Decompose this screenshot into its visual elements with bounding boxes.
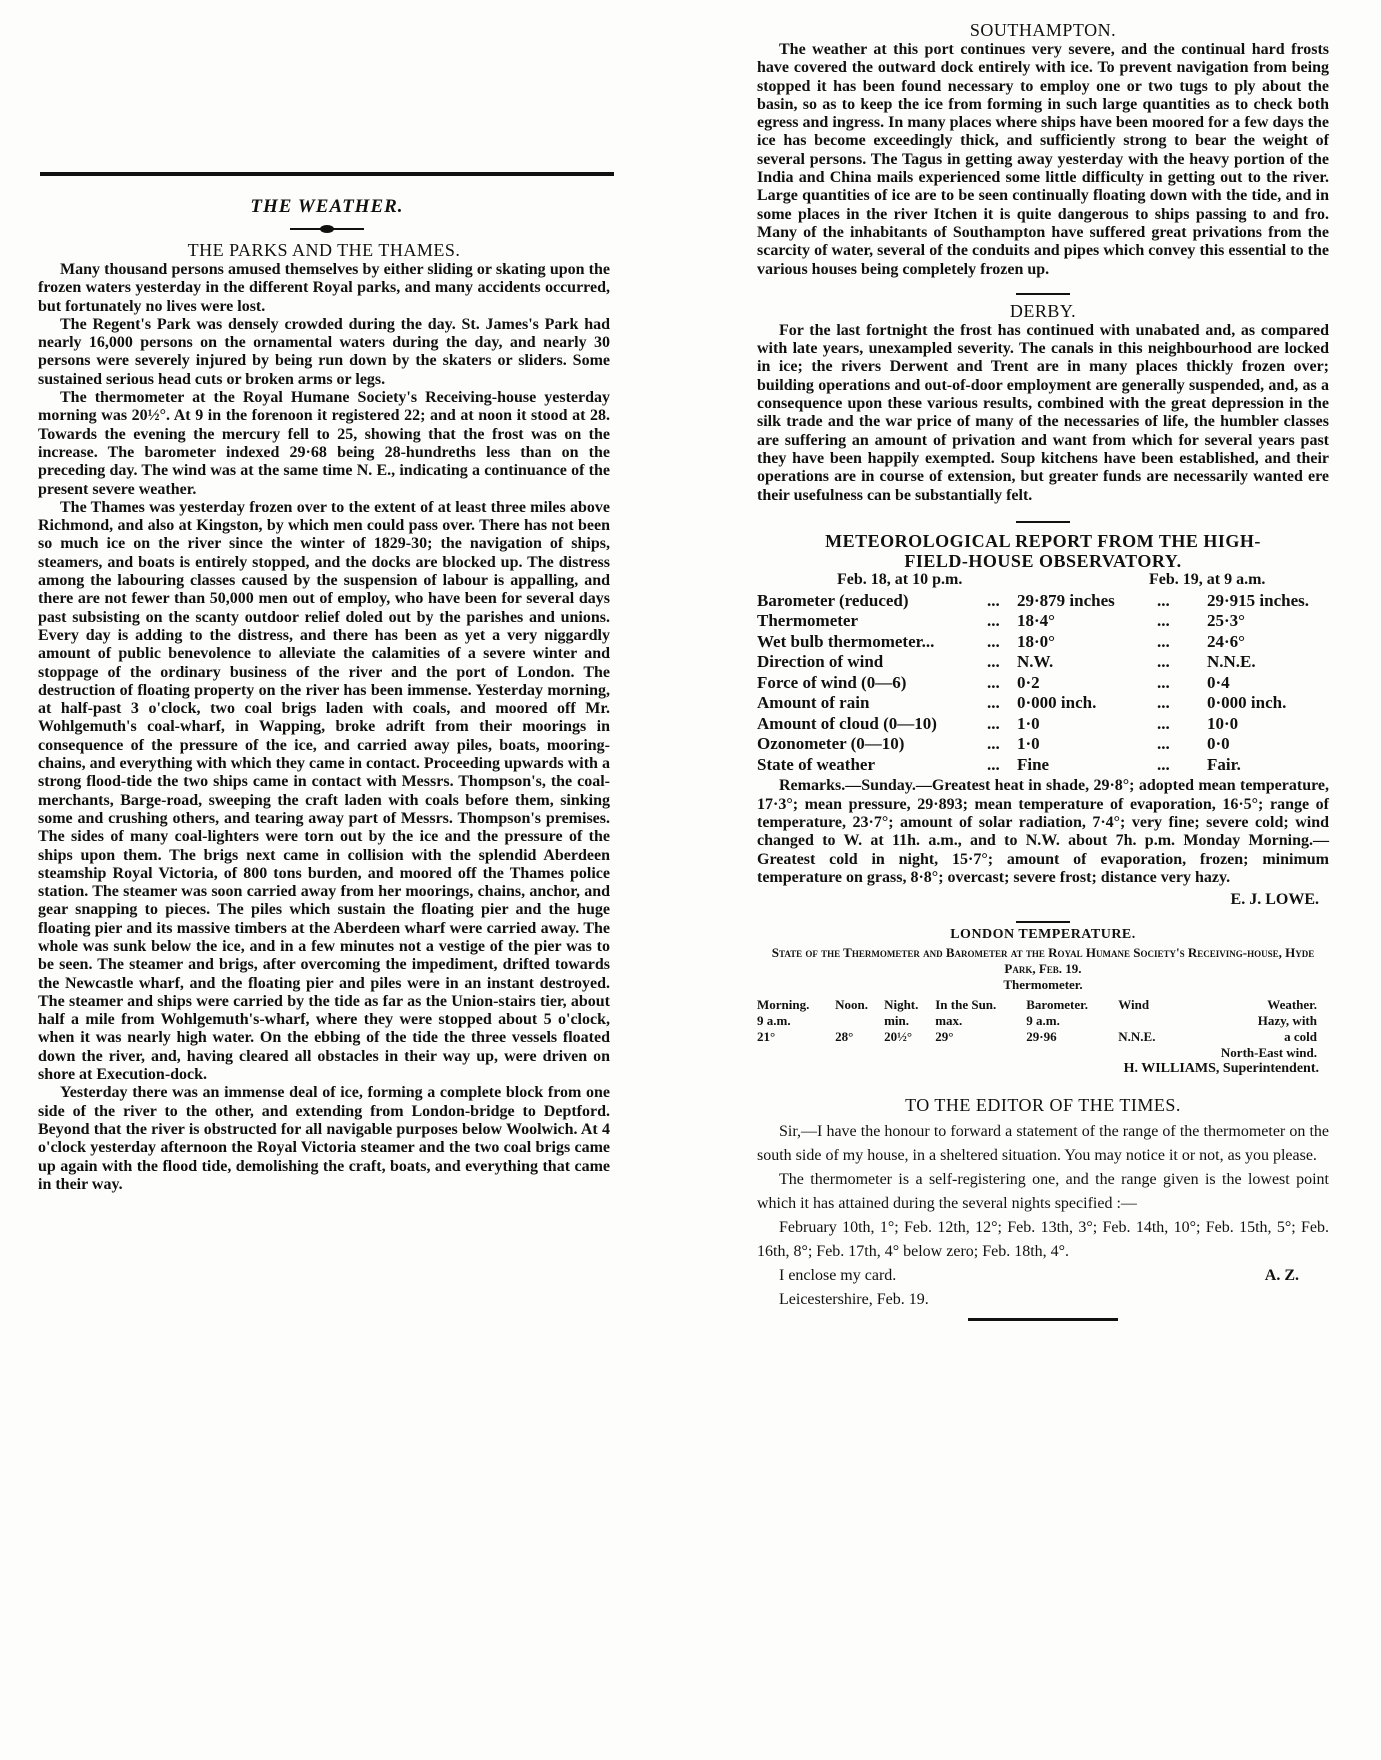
met-row (757, 673, 1317, 694)
lt-header: Noon. (835, 997, 868, 1013)
met-report-heading-line2: FIELD-HOUSE OBSERVATORY. (904, 550, 1182, 571)
lt-header: In the Sun. (935, 997, 997, 1013)
met-value-2: 24·6° (1207, 631, 1245, 651)
met-row (757, 632, 1317, 653)
london-temp-heading: LONDON TEMPERATURE. (950, 927, 1136, 943)
southampton-paragraph: The weather at this port continues very severe, and the continual hard frosts have covered the outward dock entirely with ice. To prevent navigation from being stopped it has been found necessary to employ one or two tugs to ply about the basin, so as to keep the ice from forming in such large quantities as to check both egress and ingress. In many places where ships have been moored for a few days the ice has become exceedingly thick, and sufficiently strong to bear the weight of several persons. The Tagus in getting away yesterday with the heavy portion of the India and China mails experienced some little difficulty in getting out to the river. Large quantities of ice are to be seen continually floating down with the tide, and in some places in the river Itchen it is quite dangerous to ships passing to and fro. Many of the inhabitants of Southampton have suffered great privations from the scarcity of water, several of the conduits and pipes which convey this essential to the various houses being completely frozen up. (757, 41, 1329, 278)
met-value-1: Fine (1017, 754, 1050, 774)
divider (1016, 293, 1070, 295)
lt-value: 28° (835, 1029, 854, 1045)
met-dots: ... (987, 652, 1000, 672)
letter-paragraph-1: Sir,—I have the honour to forward a statement of the range of the thermometer on the south side of my house, in a sheltered situation. You may notice it or not, as you please. (757, 1123, 1329, 1165)
met-dots: ... (987, 590, 1000, 610)
title-ornament (290, 226, 364, 232)
met-dots: ... (1157, 631, 1170, 651)
weather-extra: North-East wind. (1220, 1045, 1317, 1061)
london-temp-signature: H. WILLIAMS, Superintendent. (1123, 1061, 1319, 1077)
met-col-headers (757, 571, 1329, 591)
parks-paragraph-3: The thermometer at the Royal Humane Society's Receiving-house yesterday morning was 20½°. At 9 in the forenoon it registered 22; and at noon it stood at 28. Towards the evening the mercury fell to 25, showing that the frost was on the increase. The barometer indexed 29·68 being 28-hundreths less than on the preceding day. The wind was at the same time N. E., indicating a continuance of the present severe weather. (38, 389, 610, 498)
lt-value: 29·96 (1026, 1029, 1057, 1045)
derby-paragraph: For the last fortnight the frost has continued with unabated and, as compared with late years, unexampled severity. The canals in this neighbourhood are locked in ice; the rivers Derwent and Trent are in many places thickly frozen over; building operations and out-of-door employment are generally suspended, and, as a consequence upon these various results, combined with the great depression in the silk trade and the war price of many of the necessaries of life, the humbler classes are suffering an amount of privation and want from which for several years past they have been happily exempted. Soup kitchens have been established, and their operations are in course of extension, but greater funds are necessarily wanted ere their usefulness can be substantially felt. (757, 321, 1329, 504)
column-top-rule (40, 172, 614, 176)
southampton-heading: SOUTHAMPTON. (969, 20, 1117, 40)
lt-value: 29° (935, 1029, 954, 1045)
met-dots: ... (987, 754, 1000, 774)
lt-value: 20½° (884, 1029, 913, 1045)
right-column (757, 20, 1329, 1321)
met-value-1: 1·0 (1017, 713, 1040, 733)
met-value-2: Fair. (1207, 754, 1241, 774)
met-label: Thermometer (757, 611, 859, 631)
met-label: Direction of wind (757, 652, 884, 672)
met-dots: ... (1157, 590, 1170, 610)
met-label: Amount of rain (757, 693, 870, 713)
lt-subheader: Hazy, with (1257, 1013, 1317, 1029)
lt-value: N.N.E. (1118, 1029, 1156, 1045)
met-row (757, 693, 1317, 714)
met-value-1: 1·0 (1017, 734, 1040, 754)
letter-closing (757, 1264, 1329, 1288)
met-dots: ... (1157, 693, 1170, 713)
met-value-2: 0·000 inch. (1207, 693, 1287, 713)
met-label: Ozonometer (0—10) (757, 734, 905, 754)
derby-heading: DERBY. (1009, 300, 1077, 321)
met-table (757, 591, 1317, 776)
met-row (757, 652, 1317, 673)
london-temp-subheading: State of the Thermometer and Barometer at the Royal Humane Society's Receiving-house, Hyde Park, Feb. 19. (771, 945, 1315, 977)
met-row (757, 734, 1317, 755)
bottom-rule (968, 1318, 1118, 1321)
lt-value: a cold (1284, 1029, 1317, 1045)
met-row (757, 591, 1317, 612)
lt-subheader: max. (935, 1013, 963, 1029)
lt-subheader (1118, 1013, 1173, 1029)
london-temp-table (757, 997, 1317, 1061)
lt-header: Wind (1118, 997, 1150, 1013)
parks-heading: THE PARKS AND THE THAMES. (187, 240, 461, 260)
met-dots: ... (1157, 734, 1170, 754)
met-row (757, 755, 1317, 776)
letter-signature: A. Z. (1264, 1267, 1299, 1285)
parks-paragraph-5: Yesterday there was an immense deal of ice, forming a complete block from one side of the river to the other, and extending from London-bridge to Deptford. Beyond that the river is obstructed for all navigable purposes below Woolwich. At 4 o'clock yesterday afternoon the Royal Victoria steamer and the two coal brigs came up again with the flood tide, demolishing the craft, boats, and everything that came in their way. (38, 1084, 610, 1193)
met-label: Barometer (reduced) (757, 590, 909, 610)
met-dots: ... (987, 631, 1000, 651)
met-report-heading-line1: METEOROLOGICAL REPORT FROM THE HIGH- (825, 530, 1261, 551)
met-value-2: 0·4 (1207, 672, 1230, 692)
met-value-1: 0·000 inch. (1017, 693, 1097, 713)
section-title: THE WEATHER. (250, 196, 404, 217)
met-col1-header: Feb. 18, at 10 p.m. (837, 570, 963, 588)
lt-subheader: 9 a.m. (757, 1013, 791, 1029)
met-row (757, 714, 1317, 735)
letter-paragraph-3: February 10th, 1°; Feb. 12th, 12°; Feb. 13th, 3°; Feb. 14th, 10°; Feb. 15th, 5°; Feb. 16th, 8°; Feb. 17th, 4° below zero; Feb. 18th, 4°. (757, 1219, 1329, 1261)
met-dots: ... (987, 693, 1000, 713)
met-label: Wet bulb thermometer... (757, 631, 935, 651)
met-remarks: Remarks.—Sunday.—Greatest heat in shade, 29·8°; adopted mean temperature, 17·3°; mean pressure, 29·893; mean temperature of evaporation, 16·5°; range of temperature, 23·7°; amount of solar radiation, 7·4°; very fine; severe cold; wind changed to W. at 11h. a.m., and to N.W. about 7h. p.m. Monday Morning.—Greatest cold in night, 15·7°; amount of evaporation, frozen; minimum temperature on grass, 8·8°; overcast; severe frost; distance very hazy. (757, 777, 1329, 886)
letter-enclose: I enclose my card. (779, 1267, 897, 1285)
lt-header: Night. (884, 997, 919, 1013)
met-label: State of weather (757, 754, 876, 774)
met-dots: ... (987, 713, 1000, 733)
lt-header: Weather. (1267, 997, 1317, 1013)
met-value-2: 29·915 inches. (1207, 590, 1310, 610)
met-value-1: 29·879 inches (1017, 590, 1115, 610)
met-value-1: 18·4° (1017, 611, 1055, 631)
lt-header: Barometer. (1026, 997, 1088, 1013)
divider (1016, 921, 1070, 923)
met-value-1: 18·0° (1017, 631, 1055, 651)
thermometer-label: Thermometer. (1003, 977, 1083, 993)
parks-paragraph-1: Many thousand persons amused themselves by either sliding or skating upon the frozen waters yesterday in the different Royal parks, and many accidents occurred, but fortunately no lives were lost. (38, 261, 610, 315)
met-dots: ... (1157, 672, 1170, 692)
lt-subheader (835, 1013, 884, 1029)
met-value-2: 25·3° (1207, 611, 1245, 631)
met-value-2: N.N.E. (1207, 652, 1256, 672)
letter-place: Leicestershire, Feb. 19. (779, 1291, 929, 1309)
parks-paragraph-2: The Regent's Park was densely crowded during the day. St. James's Park had nearly 16,000 persons on the ornamental waters during the day, and nearly 30 persons were severely injured by being run down by the skaters or sliders. Some sustained serious head cuts or broken arms or legs. (38, 315, 610, 388)
met-dots: ... (987, 672, 1000, 692)
met-value-2: 0·0 (1207, 734, 1230, 754)
met-dots: ... (1157, 611, 1170, 631)
lt-value: 21° (757, 1029, 776, 1045)
letter-heading: TO THE EDITOR OF THE TIMES. (905, 1095, 1181, 1116)
left-column (38, 240, 610, 1194)
divider (1016, 521, 1070, 523)
met-signature: E. J. LOWE. (1230, 891, 1319, 909)
met-value-1: 0·2 (1017, 672, 1040, 692)
parks-paragraph-4: The Thames was yesterday frozen over to the extent of at least three miles above Richmond, and also at Kingston, by which men could pass over. There has not been so much ice on the river since the winter of 1829-30; the navigation of ships, steamers, and boats is entirely stopped, and the docks are blocked up. The distress among the labouring classes caused by the suspension of labour is appalling, and there are not fewer than 50,000 men out of employ, who have been for several days past subsisting on the scanty outdoor relief doled out by the parishes and unions. Every day is adding to the distress, and there has been as yet a very niggardly amount of public benevolence to alleviate the calamities of a severe winter and stoppage of the ordinary business of the river and the port of London. The destruction of floating property on the river has been immense. Yesterday morning, at half-past 3 o'clock, two coal brigs laden with coals, and moored off Mr. Wohlgemuth's coal-wharf, in Wapping, broke adrift from their moorings in consequence of the pressure of the ice, and carried away piles, boats, mooring-chains, and everything with which they came in contact. Proceeding upwards with a strong flood-tide the two ships came in contact with Messrs. Thompson's, the coal-merchants, Barge-road, sweeping the craft laden with coals before them, sinking some and crushing others, and tearing away part of Messrs. Thompson's premises. The sides of many coal-lighters were torn out by the ice and the pressure of the ships upon them. The brigs next came in collision with the splendid Aberdeen steamship Royal Victoria, of 800 tons burden, and moored off the Thames police station. The steamer was soon carried away from her moorings, chains, anchor, and gear snapping to pieces. The piles which sustain the floating pier and the huge floating pier and its massive timbers at the Aberdeen wharf were carried away. The whole was sunk below the ice, and in a few minutes not a vestige of the pier was to be seen. The steamer and brigs, after overcoming the impediment, drifted towards the Newcastle wharf, and the floating pier and piles were in an instant destroyed. The steamer and ships were carried by the tide as far as the Union-stairs tier, about half a mile from Wohlgemuth's-wharf, where they were stopped about 5 o'clock, when it was nearly high water. On the ebbing of the tide the three vessels floated down the river, and, having cleared all obstacles in their way up, were driven on shore at Execution-dock. (38, 498, 610, 1084)
met-label: Amount of cloud (0—10) (757, 713, 937, 733)
met-dots: ... (987, 611, 1000, 631)
met-value-2: 10·0 (1207, 713, 1239, 733)
met-row (757, 611, 1317, 632)
lt-subheader: 9 a.m. (1026, 1013, 1060, 1029)
met-col2-header: Feb. 19, at 9 a.m. (1149, 570, 1266, 588)
letter-paragraph-2: The thermometer is a self-registering one, and the range given is the lowest point which it has attained during the several nights specified :— (757, 1171, 1329, 1213)
met-dots: ... (1157, 652, 1170, 672)
met-value-1: N.W. (1017, 652, 1054, 672)
met-dots: ... (1157, 713, 1170, 733)
met-label: Force of wind (0—6) (757, 672, 907, 692)
lt-header: Morning. (757, 997, 810, 1013)
lt-subheader: min. (884, 1013, 909, 1029)
met-dots: ... (1157, 754, 1170, 774)
met-dots: ... (987, 734, 1000, 754)
